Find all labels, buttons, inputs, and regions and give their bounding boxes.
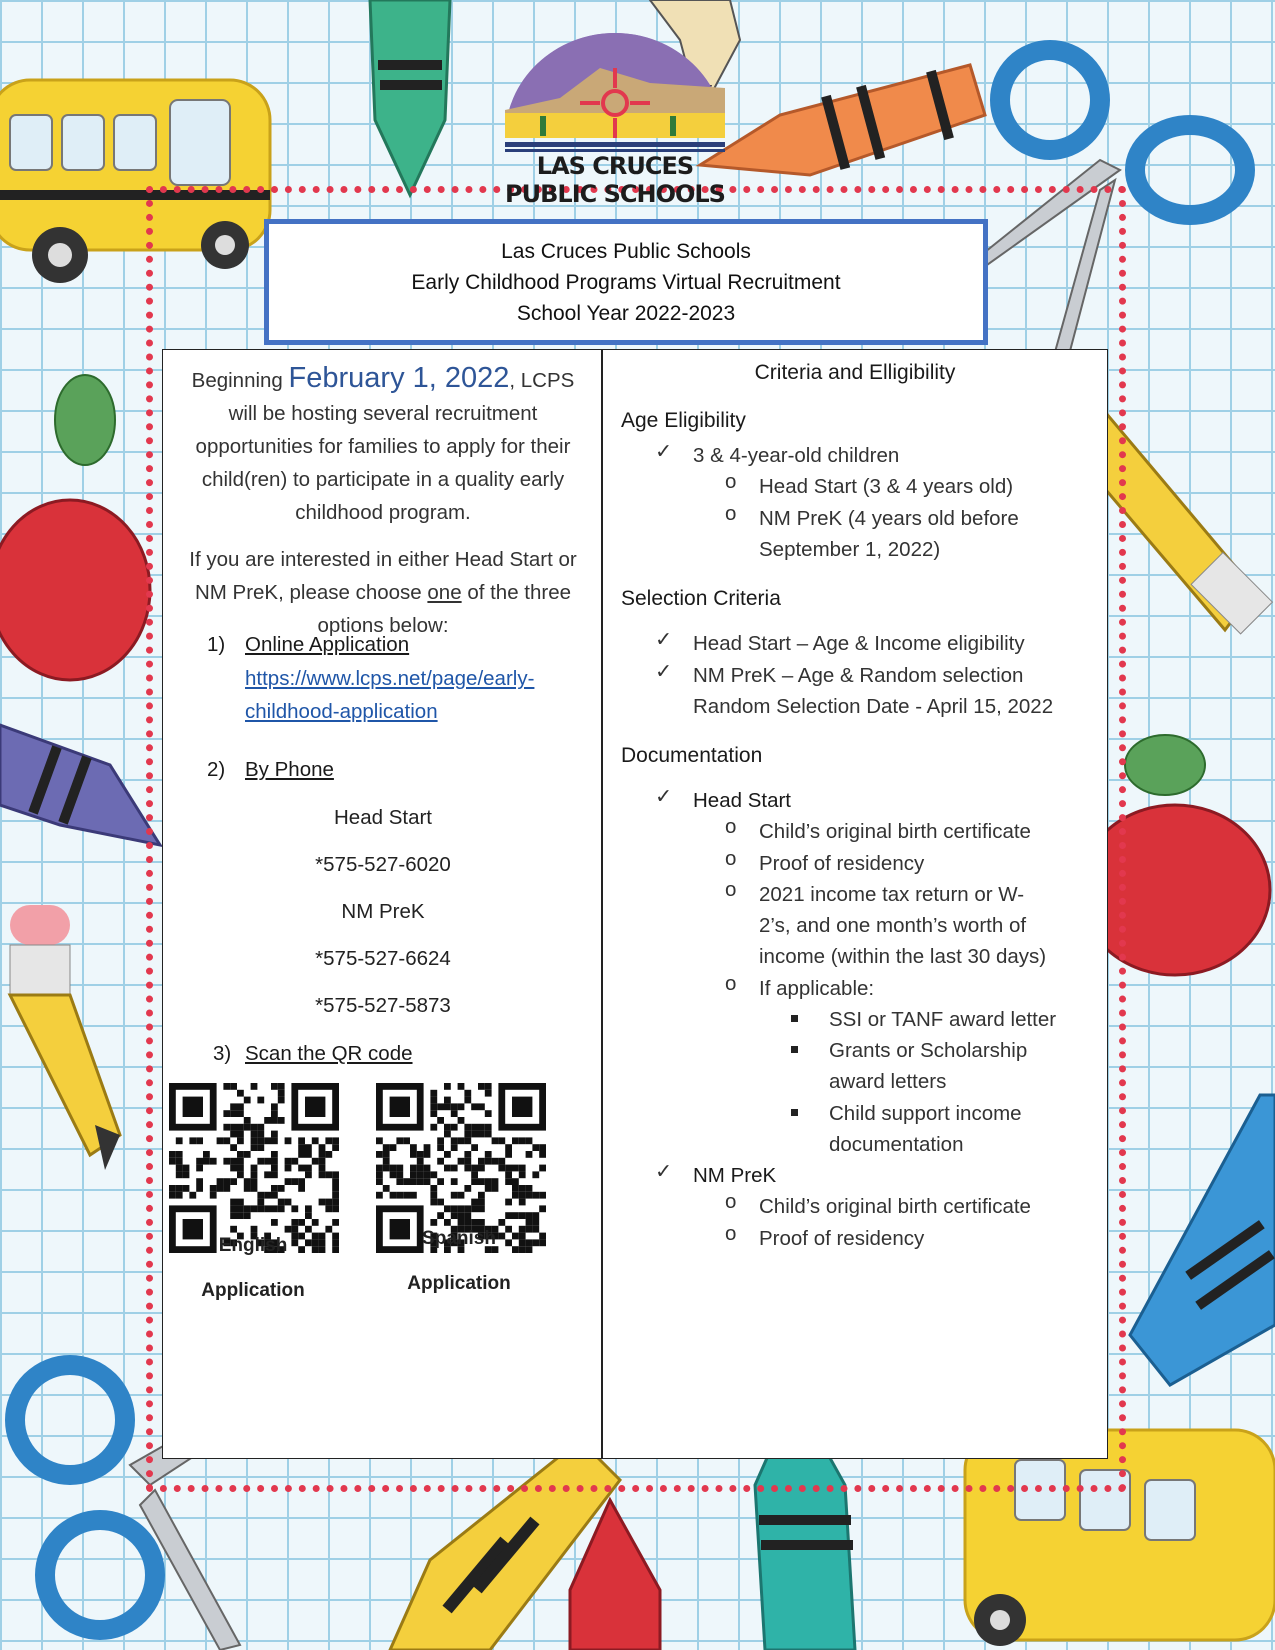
documentation-heading: Documentation bbox=[621, 744, 763, 767]
doc-item-text: Child’s original birth certificate bbox=[759, 1195, 1031, 1218]
bullet-icon: o bbox=[725, 502, 737, 525]
intro-date: February 1, 2022 bbox=[288, 362, 510, 394]
option-label: By Phone bbox=[245, 758, 334, 781]
title-line-1: Las Cruces Public Schools bbox=[501, 239, 751, 263]
age-item-text: 3 & 4-year-old children bbox=[693, 444, 900, 467]
square-bullet-icon bbox=[791, 1109, 798, 1116]
doc-item-text: Proof of residency bbox=[759, 1227, 925, 1250]
phone-prek-label: NM PreK bbox=[341, 900, 425, 923]
purple-crayon-illustration bbox=[0, 725, 165, 875]
option-number: 3) bbox=[213, 1042, 232, 1065]
orange-crayon-illustration bbox=[700, 55, 990, 195]
phone-head-start-number[interactable]: *575-527-6020 bbox=[315, 853, 451, 876]
check-icon: ✓ bbox=[655, 785, 673, 808]
check-icon: ✓ bbox=[655, 440, 673, 463]
logo-emblem bbox=[500, 28, 730, 153]
intro-text-end: , LCPS will be hosting several recruitment opportunities for families to apply for their child(ren) to participate in a quality early childhood program. bbox=[195, 369, 575, 524]
bullet-icon: o bbox=[725, 470, 737, 493]
title-line-2: Early Childhood Programs Virtual Recruitment bbox=[411, 270, 841, 294]
selection-item-text: Head Start – Age & Income eligibility bbox=[693, 632, 1025, 655]
doc-sub-item-text: SSI or TANF award letter bbox=[829, 1008, 1057, 1031]
interest-emphasis: one bbox=[427, 581, 462, 604]
doc-item-text-cont: 2’s, and one month’s worth of bbox=[759, 914, 1027, 937]
left-column bbox=[177, 362, 589, 663]
column-divider bbox=[601, 350, 603, 1458]
red-crayon-illustration bbox=[570, 1500, 660, 1650]
application-link-line1[interactable]: https://www.lcps.net/page/early- bbox=[245, 667, 535, 690]
age-sub-item-text: Head Start (3 & 4 years old) bbox=[759, 475, 1014, 498]
bullet-icon: o bbox=[725, 1190, 737, 1213]
age-eligibility-heading: Age Eligibility bbox=[621, 409, 746, 432]
header-title-box bbox=[264, 219, 988, 345]
square-bullet-icon bbox=[791, 1015, 798, 1022]
selection-item-text-cont: Random Selection Date - April 15, 2022 bbox=[693, 695, 1054, 718]
bullet-icon: o bbox=[725, 972, 737, 995]
bullet-icon: o bbox=[725, 1222, 737, 1245]
application-link[interactable] bbox=[245, 662, 534, 728]
check-icon: ✓ bbox=[655, 660, 673, 683]
option-label: Online Application bbox=[245, 633, 410, 656]
qr-english-caption-bottom: Application bbox=[201, 1280, 305, 1301]
doc-item-text: Proof of residency bbox=[759, 852, 925, 875]
doc-sub-item-text-cont: documentation bbox=[829, 1133, 964, 1156]
doc-item-text-cont: income (within the last 30 days) bbox=[759, 945, 1047, 968]
blue-crayon-illustration bbox=[1110, 1095, 1275, 1395]
bullet-icon: o bbox=[725, 847, 737, 870]
qr-english-caption-top: English bbox=[218, 1235, 288, 1256]
age-sub-item-text-cont: September 1, 2022) bbox=[759, 538, 941, 561]
logo-text-line2: PUBLIC SCHOOLS bbox=[505, 180, 725, 208]
option-number: 2) bbox=[207, 758, 226, 781]
phone-head-start-label: Head Start bbox=[334, 806, 432, 829]
qr-spanish-caption-top: Spanish bbox=[422, 1228, 496, 1249]
interest-text-end: of the three options below: bbox=[317, 581, 572, 637]
doc-item-text: Child’s original birth certificate bbox=[759, 820, 1031, 843]
application-link-line2[interactable]: childhood-application bbox=[245, 700, 438, 723]
check-icon: ✓ bbox=[655, 628, 673, 651]
option-label: Scan the QR code bbox=[245, 1042, 413, 1065]
logo-text-line1: LAS CRUCES bbox=[536, 152, 694, 180]
doc-head-start-text: Head Start bbox=[693, 789, 791, 812]
doc-sub-item-text: Grants or Scholarship bbox=[829, 1039, 1028, 1062]
selection-criteria-heading: Selection Criteria bbox=[621, 587, 781, 610]
selection-item-text: NM PreK – Age & Random selection bbox=[693, 664, 1024, 687]
doc-sub-item-text-cont: award letters bbox=[829, 1070, 947, 1093]
age-sub-item-text: NM PreK (4 years old before bbox=[759, 507, 1019, 530]
title-line-3: School Year 2022-2023 bbox=[516, 301, 736, 325]
doc-nm-prek-text: NM PreK bbox=[693, 1164, 777, 1187]
phone-prek-number-1[interactable]: *575-527-6624 bbox=[315, 947, 451, 970]
intro-text-start: Beginning bbox=[191, 369, 289, 392]
intro-paragraph bbox=[177, 362, 589, 529]
square-bullet-icon bbox=[791, 1046, 798, 1053]
doc-sub-item-text: Child support income bbox=[829, 1102, 1022, 1125]
criteria-title: Criteria and Elligibility bbox=[754, 361, 956, 384]
bullet-icon: o bbox=[725, 878, 737, 901]
green-crayon-illustration bbox=[350, 0, 470, 200]
apple-illustration bbox=[0, 360, 160, 690]
qr-spanish-caption-bottom: Application bbox=[407, 1273, 511, 1294]
interest-paragraph bbox=[177, 543, 589, 642]
doc-item-text: 2021 income tax return or W- bbox=[759, 883, 1025, 906]
phone-prek-number-2[interactable]: *575-527-5873 bbox=[315, 994, 451, 1017]
option-number: 1) bbox=[207, 633, 226, 656]
doc-item-text: If applicable: bbox=[759, 977, 875, 1000]
lcps-logo bbox=[500, 28, 730, 216]
bullet-icon: o bbox=[725, 815, 737, 838]
check-icon: ✓ bbox=[655, 1160, 673, 1183]
content-panel bbox=[162, 349, 1108, 1459]
qr-code-english[interactable] bbox=[169, 1083, 339, 1253]
pencil-illustration-left bbox=[0, 905, 140, 1225]
interest-text-start: If you are interested in either Head Start or NM PreK, please choose bbox=[189, 548, 577, 604]
